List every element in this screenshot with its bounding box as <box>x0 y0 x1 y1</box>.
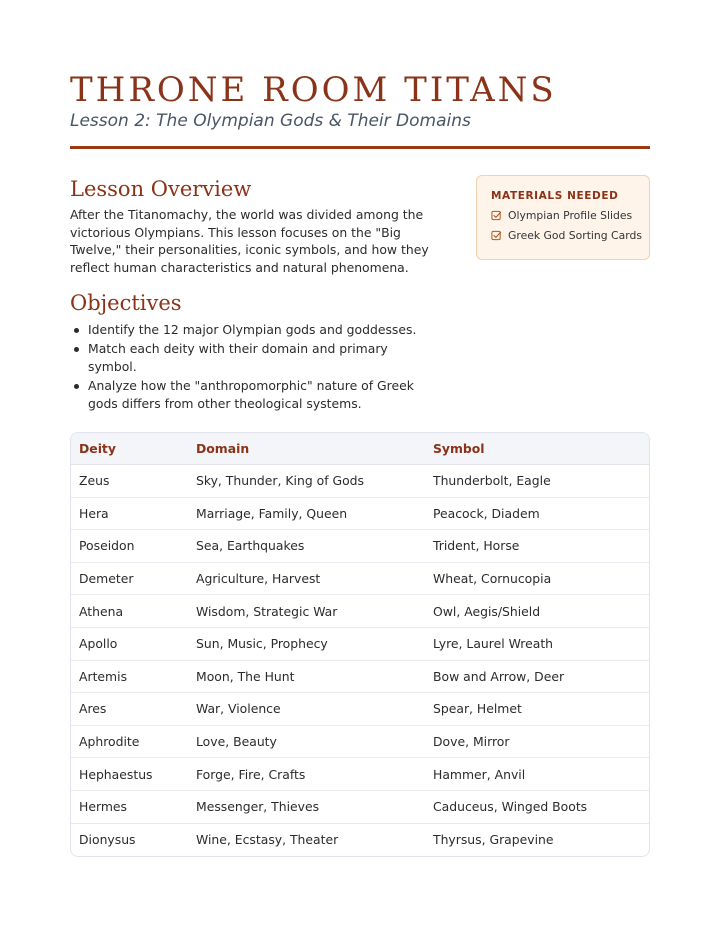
symbol-cell: Hammer, Anvil <box>425 758 649 791</box>
table-row <box>71 595 649 628</box>
deity-cell: Aphrodite <box>71 725 188 758</box>
overview-heading: Lesson Overview <box>70 177 252 201</box>
materials-item <box>491 209 635 222</box>
materials-title: MATERIALS NEEDED <box>491 190 619 202</box>
symbol-cell: Lyre, Laurel Wreath <box>425 627 649 660</box>
deity-cell: Zeus <box>71 465 188 498</box>
materials-item-label: Olympian Profile Slides <box>508 209 633 222</box>
symbol-cell: Peacock, Diadem <box>425 497 649 530</box>
objective-item: Identify the 12 major Olympian gods and goddesses. <box>70 321 440 340</box>
deity-cell: Dionysus <box>79 832 136 848</box>
deity-cell: Hermes <box>71 790 188 823</box>
symbol-cell: Wheat, Cornucopia <box>425 562 649 595</box>
domain-cell: Love, Beauty <box>188 725 425 758</box>
objectives-list <box>70 321 650 414</box>
domain-cell: Wisdom, Strategic War <box>188 595 425 628</box>
deity-cell: Poseidon <box>71 530 188 563</box>
table-row <box>71 725 649 758</box>
domain-cell: Agriculture, Harvest <box>188 562 425 595</box>
deity-cell: Demeter <box>71 562 188 595</box>
table-row <box>71 790 649 823</box>
deity-cell: Artemis <box>71 660 188 693</box>
table-row <box>71 497 649 530</box>
objective-item: Analyze how the "anthropomorphic" nature of Greek gods differs from other theological systems. <box>70 377 440 414</box>
materials-box <box>476 175 650 260</box>
table-row <box>71 693 649 726</box>
lesson-page <box>70 70 650 857</box>
symbol-cell: Caduceus, Winged Boots <box>425 790 649 823</box>
objective-item: Match each deity with their domain and primary symbol. <box>70 340 440 377</box>
table-header-row <box>71 433 649 465</box>
table-row <box>71 758 649 791</box>
symbol-cell: Thyrsus, Grapevine <box>433 832 554 848</box>
table-row <box>71 530 649 563</box>
deity-cell: Apollo <box>71 627 188 660</box>
table-row <box>71 823 649 856</box>
symbol-cell: Bow and Arrow, Deer <box>425 660 649 693</box>
deity-cell: Hera <box>71 497 188 530</box>
domain-cell: Moon, The Hunt <box>188 660 425 693</box>
column-header-deity: Deity <box>71 433 188 465</box>
domain-cell: Sun, Music, Prophecy <box>188 627 425 660</box>
deity-cell: Ares <box>71 693 188 726</box>
column-header-domain: Domain <box>188 433 425 465</box>
domain-cell: Marriage, Family, Queen <box>188 497 425 530</box>
checkbox-icon <box>491 230 502 241</box>
objectives-section <box>70 289 650 414</box>
materials-item-label: Greek God Sorting Cards <box>508 229 642 242</box>
header-divider <box>70 146 650 149</box>
table-row <box>71 627 649 660</box>
objectives-heading: Objectives <box>70 291 182 315</box>
symbol-cell: Trident, Horse <box>425 530 649 563</box>
deity-cell: Athena <box>71 595 188 628</box>
column-header-symbol: Symbol <box>425 433 649 465</box>
table-row <box>71 660 649 693</box>
table-row <box>71 465 649 498</box>
lesson-overview <box>70 175 450 276</box>
deity-table <box>70 432 650 857</box>
overview-text: After the Titanomachy, the world was divided among the victorious Olympians. This lesson focuses on the "Big Twelve," their personalities, iconic symbols, and how they reflect human characteristics and natural phenomena. <box>70 207 429 275</box>
table-row <box>71 562 649 595</box>
domain-cell: Sea, Earthquakes <box>188 530 425 563</box>
domain-cell: Wine, Ecstasy, Theater <box>196 832 339 848</box>
domain-cell: Sky, Thunder, King of Gods <box>188 465 425 498</box>
domain-cell: War, Violence <box>188 693 425 726</box>
symbol-cell: Spear, Helmet <box>425 693 649 726</box>
symbol-cell: Owl, Aegis/Shield <box>425 595 649 628</box>
symbol-cell: Dove, Mirror <box>425 725 649 758</box>
domain-cell: Forge, Fire, Crafts <box>188 758 425 791</box>
deity-cell: Hephaestus <box>71 758 188 791</box>
top-section <box>70 175 650 273</box>
page-subtitle: Lesson 2: The Olympian Gods & Their Domains <box>70 111 471 131</box>
symbol-cell: Thunderbolt, Eagle <box>425 465 649 498</box>
materials-item <box>491 229 642 242</box>
checkbox-icon <box>491 210 502 221</box>
domain-cell: Messenger, Thieves <box>188 790 425 823</box>
page-title: THRONE ROOM TITANS <box>70 70 557 110</box>
